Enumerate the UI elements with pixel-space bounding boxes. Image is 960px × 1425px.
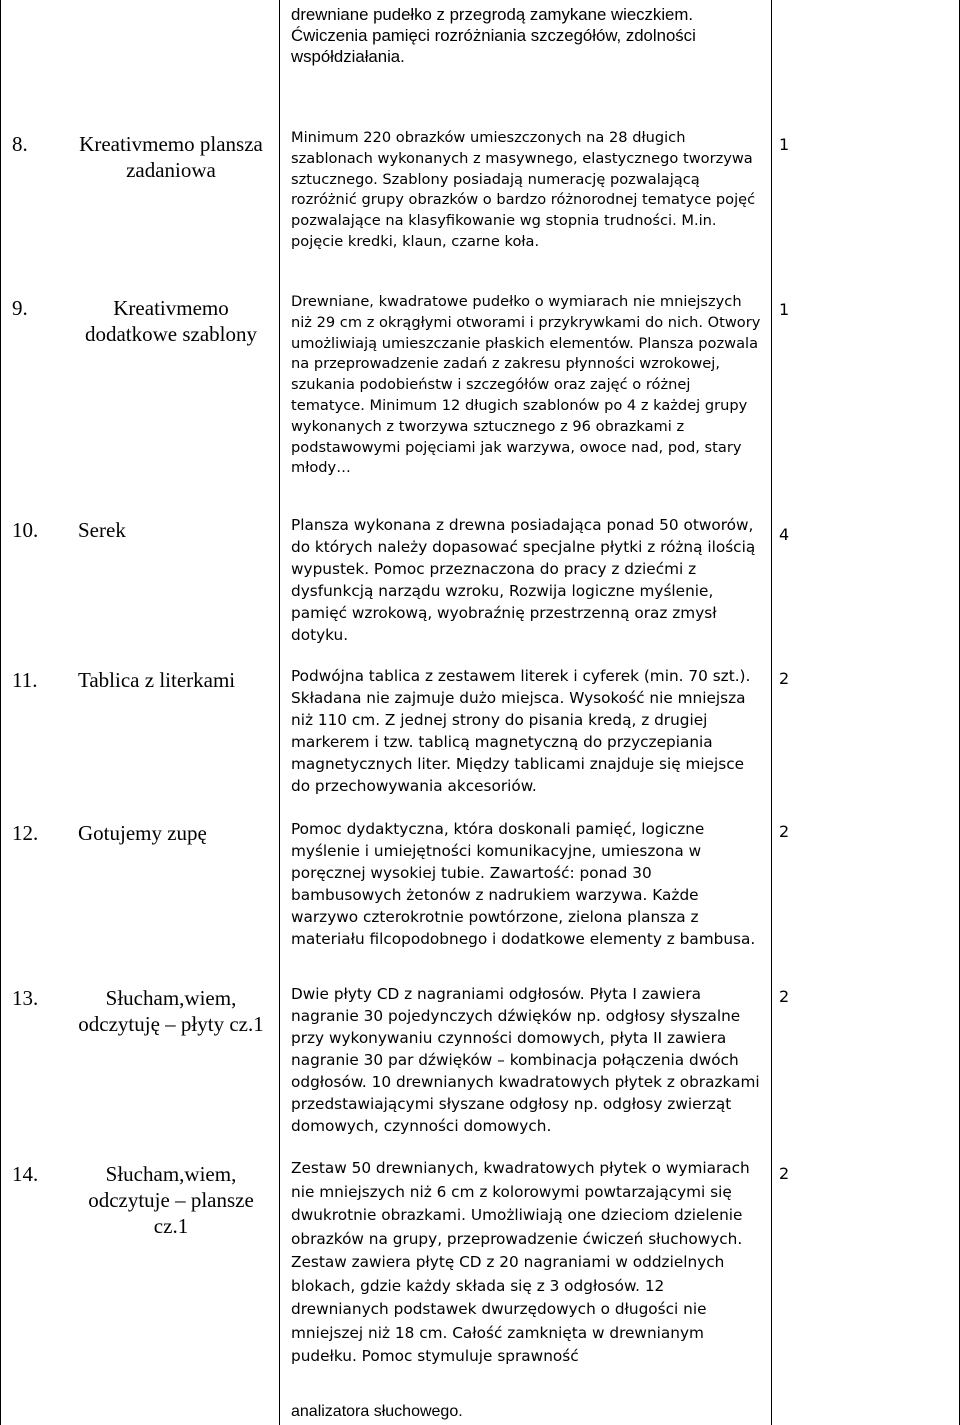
row-number: 8. (12, 132, 28, 156)
row-number: 9. (12, 296, 28, 320)
column-divider (279, 0, 280, 1425)
item-description: Dwie płyty CD z nagraniami odgłosów. Płyta I zawiera nagranie 30 pojedynczych dźwięków np. odgłosy słyszalne przy wykonywaniu czynności domowych, płyta II zawiera nagranie 30 par dźwięków – kombinacja połączenia dwóch odgłosów. 10 drewnianych kwadratowych płytek z obrazkami przedstawiającymi słyszane odgłosy np. odgłosy zwierząt domowych, czynności domowych. (291, 985, 760, 1135)
item-description: Minimum 220 obrazków umieszczonych na 28 długich szablonach wykonanych z masywnego, elastycznego tworzywa sztucznego. Szablony posiadają numerację pozwalającą rozróżnić grupy obrazków o bardzo różnorodnej tematyce pojęć pozwalające na klasyfikowanie wg stopnia trudności. M.in. pojęcie kredki, klaun, czarne koła. (291, 129, 756, 250)
table-border-left (0, 0, 1, 1425)
item-name: Słucham,wiem, odczytuje – plansze cz.1 (88, 1162, 254, 1238)
item-quantity: 2 (779, 987, 790, 1006)
item-quantity: 1 (779, 300, 790, 319)
item-quantity: 2 (779, 822, 790, 841)
item-name: Kreativmemo dodatkowe szablony (84, 296, 258, 346)
item-quantity: 2 (779, 669, 790, 688)
description-continuation: analizatora słuchowego. (291, 1403, 463, 1420)
row-number: 14. (12, 1162, 39, 1186)
row-number: 12. (12, 821, 39, 845)
item-name: Serek (78, 518, 126, 542)
item-description: Plansza wykonana z drewna posiadająca ponad 50 otworów, do których należy dopasować specjalne płytki z różną ilością wypustek. Pomoc przeznaczona do pracy z dziećmi z dysfunkcją narządu wzroku, Rozwija logiczne myślenie, pamięć wzrokową, wyobraźnię przestrzenną oraz zmysł dotyku. (291, 516, 756, 644)
item-description: Drewniane, kwadratowe pudełko o wymiarach nie mniejszych niż 29 cm z okrągłymi otworami i przykrywkami do nich. Otwory umożliwiają umieszczanie płaskich elementów. Plansza pozwala na przeprowadzenie zadań z zakresu płynności wzrokowej, szukania podobieństw i szczegółów oraz zajęć o różnej tematyce. Minimum 12 długich szablonów po 4 z każdej grupy wykonanych z tworzywa sztucznego z 96 obrazkami z podstawowymi pojęciami jak warzywa, owoce nad, pod, stary młody… (291, 293, 761, 477)
item-quantity: 2 (779, 1164, 790, 1183)
item-name: Kreativmemo plansza zadaniowa (79, 132, 263, 182)
row-number: 10. (12, 518, 39, 542)
item-quantity: 1 (779, 135, 790, 154)
item-description: Zestaw 50 drewnianych, kwadratowych płytek o wymiarach nie mniejszych niż 6 cm z kolorowymi powtarzającymi się dwukrotnie obrazkami. Umożliwiają one dzieciom dzielenie obrazków na grupy, przeprowadzenie ćwiczeń słuchowych. Zestaw zawiera płytę CD z 20 nagraniami w oddzielnych blokach, gdzie każdy składa się z 3 odgłosów. 12 drewnianych podstawek dwurzędowych o długości nie mniejszej niż 18 cm. Całość zamknięta w drewnianym pudełku. Pomoc stymuluje sprawność (291, 1159, 750, 1365)
item-name: Gotujemy zupę (78, 821, 207, 845)
item-name: Słucham,wiem, odczytuję – płyty cz.1 (78, 986, 264, 1036)
item-name: Tablica z literkami (78, 668, 236, 692)
item-quantity: 4 (779, 525, 790, 544)
item-description: Podwójna tablica z zestawem literek i cyferek (min. 70 szt.). Składana nie zajmuje dużo miejsca. Wysokość nie mniejsza niż 110 cm. Z jednej strony do pisania kredą, z drugiej markerem i tzw. tablicą magnetyczną do przyczepiania magnetycznych liter. Między tablicami znajduje się miejsce do przechowywania akcesoriów. (291, 667, 751, 795)
row-number: 11. (12, 668, 38, 692)
column-divider (771, 0, 772, 1425)
item-description: Pomoc dydaktyczna, która doskonali pamięć, logiczne myślenie i umiejętności komunikacyjne, umieszona w poręcznej wysokiej tubie. Zawartość: ponad 30 bambusowych żetonów z nadrukiem warzywa. Każde warzywo czterokrotnie powtórzone, zielona plansza z materiału filcopodobnego i dodatkowe elementy z bambusa. (291, 820, 756, 948)
continuation-text: drewniane pudełko z przegrodą zamykane wieczkiem. Ćwiczenia pamięci rozróżniania szczegółów, zdolności współdziałania. (291, 5, 696, 66)
row-number: 13. (12, 986, 39, 1010)
